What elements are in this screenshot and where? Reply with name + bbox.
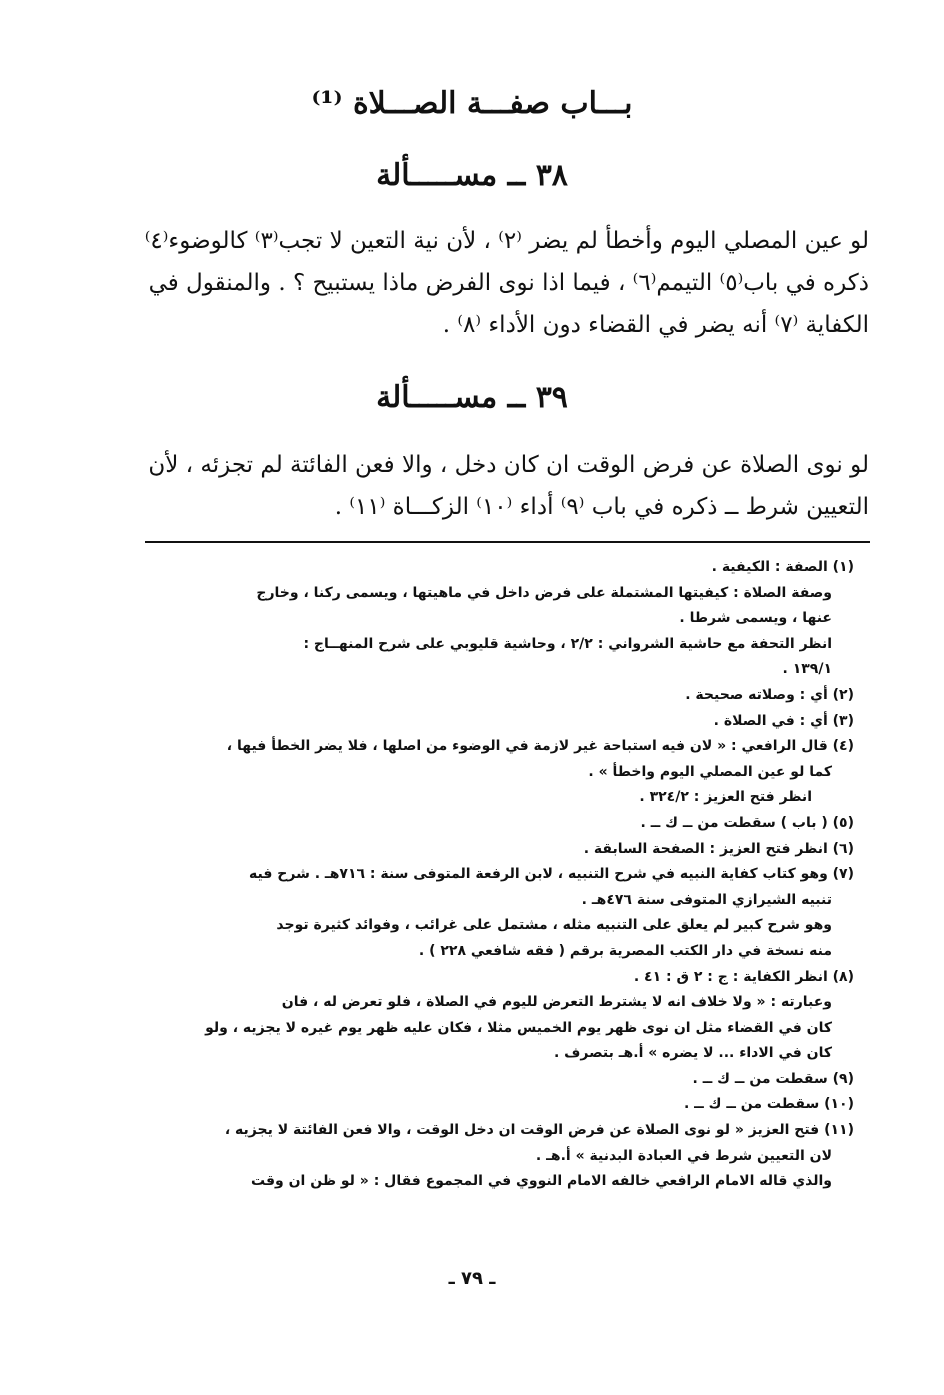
footnote-line: عنها ، ويسمى شرطا . bbox=[679, 610, 832, 627]
footnote-line: والذي قاله الامام الرافعي خالفه الامام النووي في المجموع فقال : « لو ظن ان وقت bbox=[251, 1173, 832, 1190]
issue-39-line: التعيين شرط ــ ذكره في باب ⁽٩⁾ أداء ⁽١٠⁾ الزكـــاة ⁽١١⁾ . bbox=[334, 494, 869, 520]
footnote-divider bbox=[145, 541, 870, 543]
page-number: ـ ٧٩ ـ bbox=[448, 1268, 496, 1289]
footnote-line: تنبيه الشيرازي المتوفى سنة ٤٧٦هـ . bbox=[581, 891, 832, 908]
issue-38-text bbox=[75, 220, 869, 346]
footnote-line: (٨) انظر الكفاية : ج : ٢ ق : ٤١ . bbox=[633, 968, 854, 985]
footnote-line: كان في القضاء مثل ان نوى ظهر يوم الخميس مثلا ، فكان عليه ظهر يوم غيره لا يجزيه ، ولو bbox=[205, 1019, 832, 1036]
footnote-line: ١٣٩/١ . bbox=[782, 661, 832, 678]
footnote-line: (١) الصفة : الكيفية . bbox=[711, 559, 854, 575]
footnote-line: (٩) سقطت من ــ ك ــ . bbox=[692, 1070, 854, 1087]
footnote-line: انظر فتح العزيز : ٣٢٤/٢ . bbox=[639, 789, 812, 806]
footnote-line: لان التعيين شرط في العبادة البدنية » أ.هـ . bbox=[535, 1147, 832, 1164]
footnote-line: منه نسخة في دار الكتب المصرية برقم ( فقه شافعي ٢٢٨ ) . bbox=[418, 942, 832, 959]
footnote-line: وعبارته : « ولا خلاف انه لا يشترط التعرض لليوم في الصلاة ، فلو تعرض له ، فان bbox=[281, 994, 832, 1011]
footnote-line: وصفة الصلاة : كيفيتها المشتملة على فرض داخل في ماهيتها ، ويسمى ركنا ، وخارج bbox=[256, 584, 832, 601]
footnote-line: (٦) انظر فتح العزيز : الصفحة السابقة . bbox=[583, 840, 854, 857]
footnote-line: (٢) أي : وصلاته صحيحة . bbox=[685, 686, 854, 703]
issue-38-line: الكفاية ⁽٧⁾ أنه يضر في القضاء دون الأداء ⁽٨⁾ . bbox=[442, 312, 869, 338]
issue-heading-38: ٣٨ ــ مســـــألة bbox=[376, 158, 568, 193]
footnote-line: (٤) قال الرافعي : « لان فيه استباحة غير لازمة في الوضوء من اصلها ، فلا يضر الخطأ فيها ، bbox=[226, 738, 854, 755]
issue-38-line: لو عين المصلي اليوم وأخطأ لم يضر ⁽٢⁾ ، لأن نية التعين لا تجب⁽٣⁾ كالوضوء⁽٤⁾ bbox=[144, 228, 869, 254]
footnote-line: (٧) وهو كتاب كفاية النبيه في شرح التنبيه ، لابن الرفعة المتوفى سنة : ٧١٦هـ . شرح فيه bbox=[249, 866, 854, 883]
footnote-line: كما لو عين المصلي اليوم واخطأ » . bbox=[588, 763, 832, 780]
footnote-line: وهو شرح كبير لم يعلق على التنبيه مثله ، مشتمل على غرائب ، وفوائد كثيرة توجد bbox=[276, 917, 832, 934]
chapter-title: بـــاب صفـــة الصـــلاة ⁽¹⁾ bbox=[311, 86, 633, 121]
issue-39-line: لو نوى الصلاة عن فرض الوقت ان كان دخل ، والا فعن الفائتة لم تجزئه ، لأن bbox=[148, 452, 869, 478]
footnote-line: (٥) ( باب ) سقطت من ــ ك ــ . bbox=[640, 814, 854, 831]
footnote-line: (٣) أي : في الصلاة . bbox=[713, 712, 854, 729]
footnote-line: (١١) فتح العزيز « لو نوى الصلاة عن فرض الوقت ان دخل الوقت ، والا فعن الفائتة لا يجزيه ، bbox=[224, 1122, 854, 1139]
footnote-line: (١٠) سقطت من ــ ك ــ . bbox=[683, 1096, 854, 1113]
issue-38-line: ذكره في باب⁽٥⁾ التيمم⁽٦⁾ ، فيما اذا نوى الفرض ماذا يستبيح ؟ . والمنقول في bbox=[148, 270, 869, 296]
footnote-line: انظر التحفة مع حاشية الشرواني : ٢/٢ ، وحاشية قليوبي على شرح المنهــاج : bbox=[303, 635, 832, 652]
footnote-line: كان في الاداء ... لا يضره » أ.هـ بتصرف . bbox=[553, 1045, 832, 1062]
issue-heading-39: ٣٩ ــ مســـــألة bbox=[376, 380, 568, 415]
footnotes bbox=[148, 555, 854, 1195]
issue-39-text bbox=[75, 444, 869, 528]
